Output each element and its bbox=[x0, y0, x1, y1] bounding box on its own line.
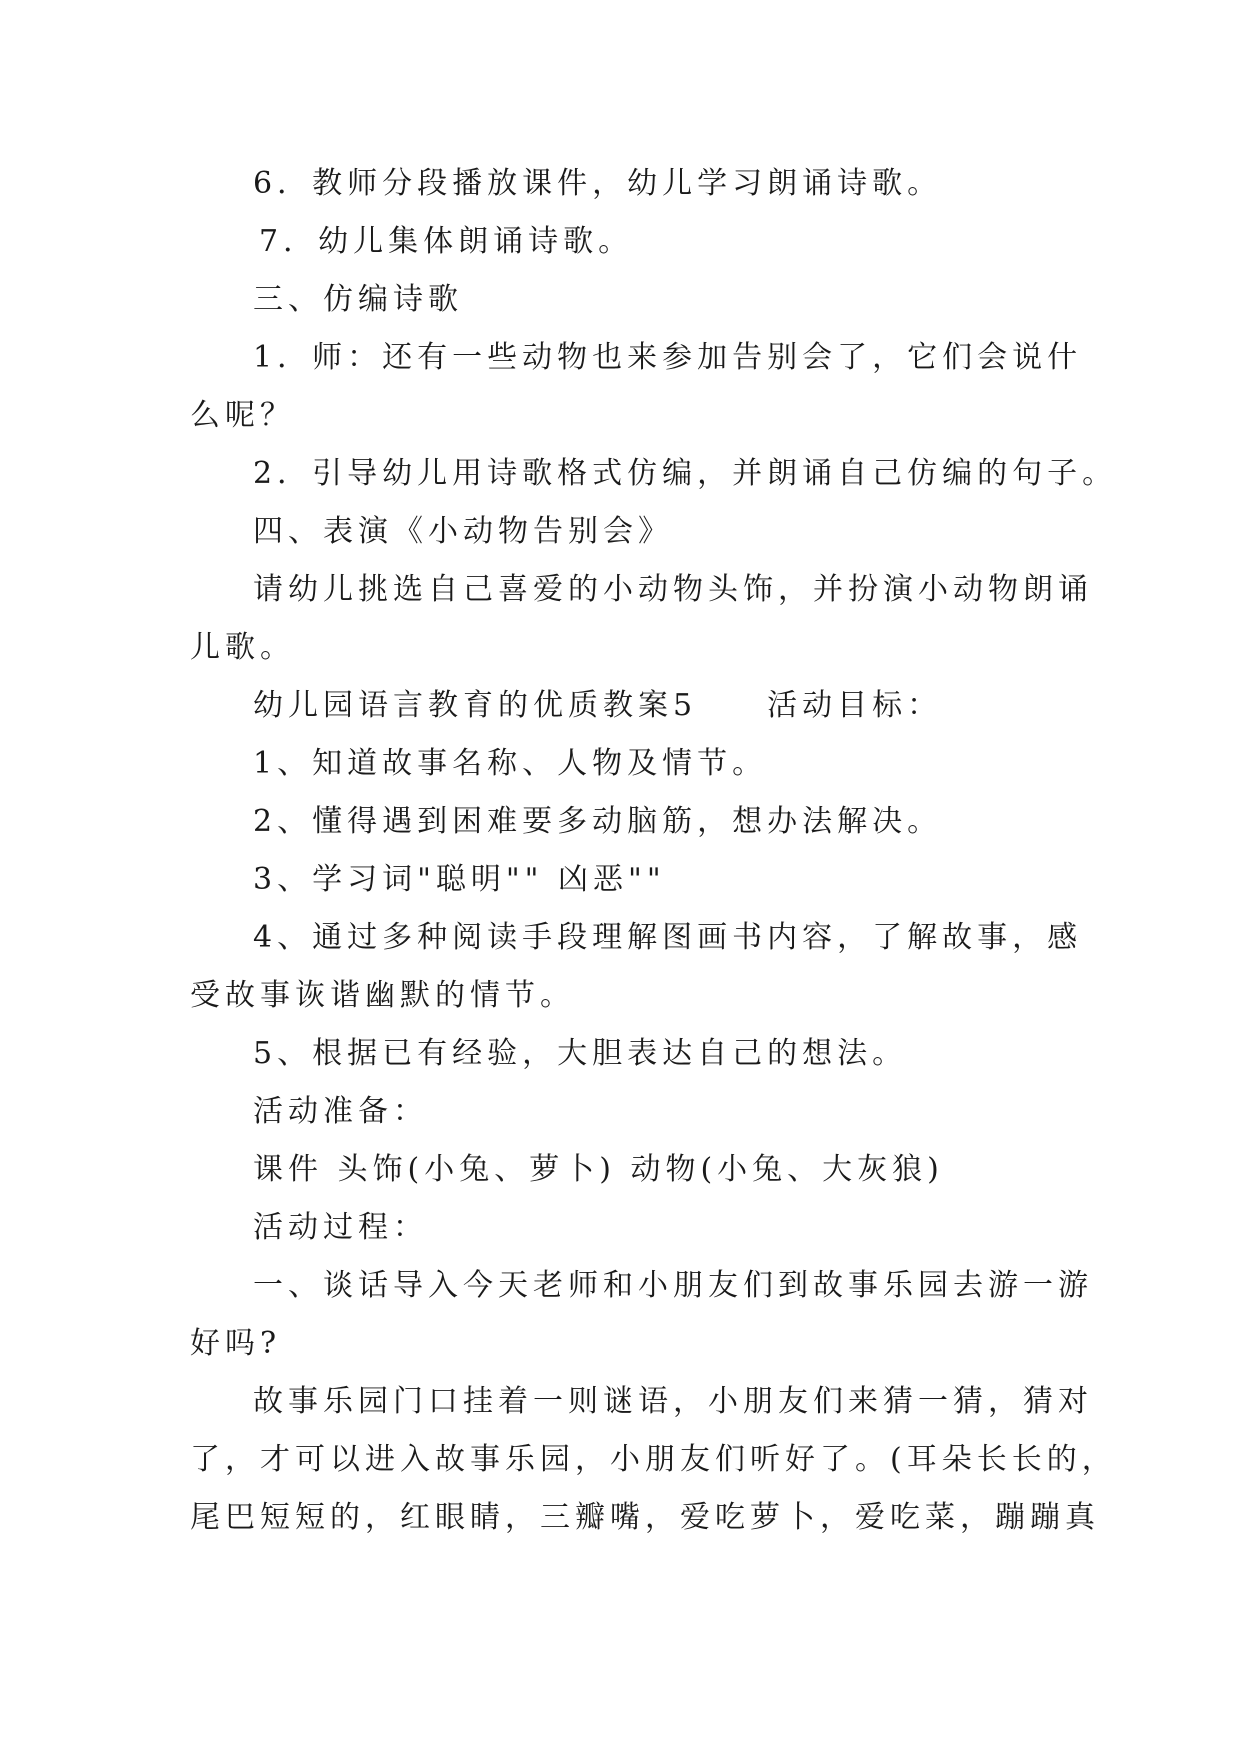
text-line: 1．师：还有一些动物也来参加告别会了，它们会说什 bbox=[253, 340, 1083, 375]
text-line: 一、谈话导入今天老师和小朋友们到故事乐园去游一游 bbox=[253, 1268, 1093, 1303]
text-line: 2、懂得遇到困难要多动脑筋，想办法解决。 bbox=[253, 804, 943, 839]
text-line: 5、根据已有经验，大胆表达自己的想法。 bbox=[253, 1036, 908, 1071]
text-line: 了，才可以进入故事乐园，小朋友们听好了。(耳朵长长的， bbox=[190, 1442, 1117, 1477]
text-line: 6．教师分段播放课件，幼儿学习朗诵诗歌。 bbox=[253, 166, 943, 201]
text-line: 7．幼儿集体朗诵诗歌。 bbox=[259, 224, 634, 259]
text-line: 么呢？ bbox=[190, 398, 295, 433]
text-line: 3、学习词"聪明"" 凶恶"" bbox=[253, 862, 666, 897]
section-heading: 活动准备： bbox=[253, 1094, 428, 1129]
text-line: 故事乐园门口挂着一则谜语，小朋友们来猜一猜，猜对 bbox=[253, 1384, 1093, 1419]
section-heading: 三、仿编诗歌 bbox=[253, 282, 463, 317]
section-heading: 四、表演《小动物告别会》 bbox=[253, 514, 673, 549]
text-line: 请幼儿挑选自己喜爱的小动物头饰，并扮演小动物朗诵 bbox=[253, 572, 1093, 607]
document-title: 幼儿园语言教育的优质教案5 活动目标： bbox=[253, 688, 943, 723]
section-heading: 活动过程： bbox=[253, 1210, 428, 1245]
text-line: 好吗? bbox=[190, 1326, 282, 1361]
text-line: 尾巴短短的，红眼睛，三瓣嘴，爱吃萝卜，爱吃菜，蹦蹦真 bbox=[190, 1500, 1100, 1535]
text-line: 儿歌。 bbox=[190, 630, 295, 665]
text-line: 1、知道故事名称、人物及情节。 bbox=[253, 746, 768, 781]
text-line: 2．引导幼儿用诗歌格式仿编，并朗诵自己仿编的句子。 bbox=[253, 456, 1118, 491]
text-line: 课件 头饰(小兔、萝卜) 动物(小兔、大灰狼) bbox=[253, 1152, 944, 1187]
text-line: 受故事诙谐幽默的情节。 bbox=[190, 978, 575, 1013]
text-line: 4、通过多种阅读手段理解图画书内容，了解故事，感 bbox=[253, 920, 1083, 955]
